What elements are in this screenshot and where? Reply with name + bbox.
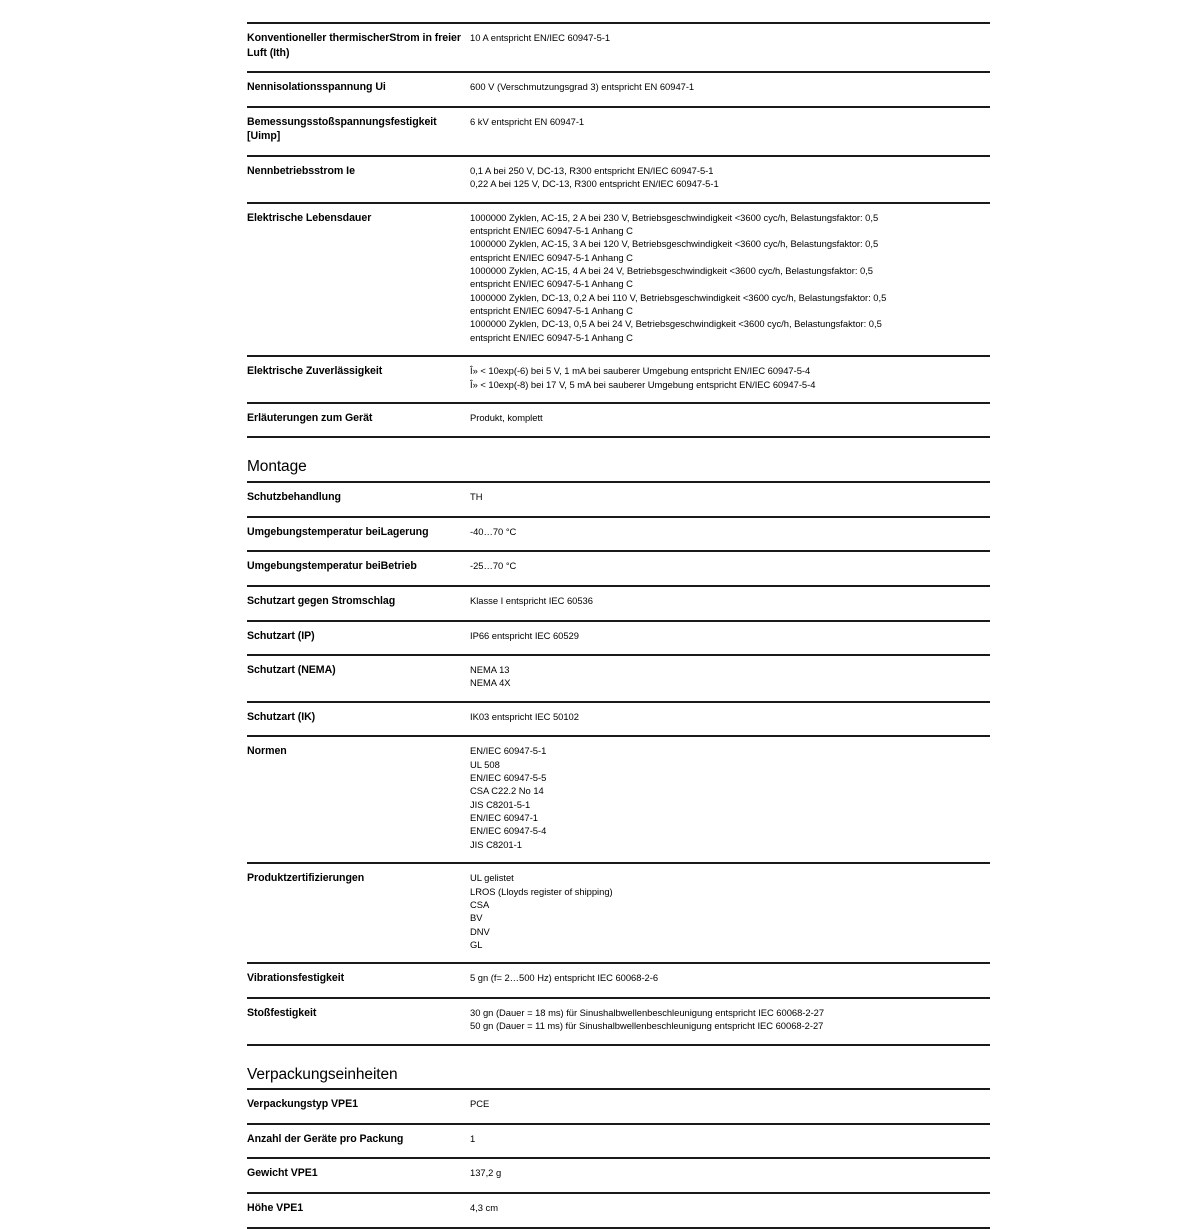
spec-label [247, 156, 470, 203]
spec-label-line: Nennbetriebsstrom Ie [247, 165, 355, 178]
spec-label-line: Erläuterungen zum Gerät [247, 411, 373, 424]
spec-label [247, 863, 470, 963]
section-heading-montage: Montage [247, 458, 307, 476]
spec-value [470, 655, 990, 702]
spec-label [247, 107, 470, 156]
table-row [247, 863, 990, 963]
spec-value [470, 998, 990, 1045]
spec-value-line: 50 gn (Dauer = 11 ms) für Sinushalbwellenbeschleunigung entspricht IEC 60068-2-27 [470, 1020, 824, 1032]
spec-label [247, 963, 470, 998]
spec-label-line: Elektrische Zuverlässigkeit [247, 365, 383, 378]
table-row [247, 1158, 990, 1193]
table-row [247, 655, 990, 702]
spec-value [470, 621, 990, 656]
spec-value-line: DNV [470, 925, 490, 937]
spec-value-line: 5 gn (f= 2…500 Hz) entspricht IEC 60068-2-6 [470, 972, 659, 984]
spec-value-line: 600 V (Verschmutzungsgrad 3) entspricht EN 60947-1 [470, 81, 695, 93]
spec-value-line: 30 gn (Dauer = 18 ms) für Sinushalbwellenbeschleunigung entspricht IEC 60068-2-27 [470, 1006, 825, 1018]
spec-label-line: Schutzart (IK) [247, 710, 316, 723]
table-row [247, 203, 990, 356]
spec-value-line: entspricht EN/IEC 60947-5-1 Anhang C [470, 225, 633, 237]
spec-label-line: Bemessungsstoßspannungsfestigkeit [247, 115, 437, 128]
spec-value-line: UL gelistet [470, 872, 514, 884]
spec-value-line: PCE [470, 1098, 490, 1110]
spec-table-electrical-continued [247, 22, 990, 438]
spec-value-line: -40…70 °C [470, 525, 517, 537]
spec-label-line: Schutzart (NEMA) [247, 664, 336, 677]
spec-value [470, 356, 990, 403]
spec-value [470, 963, 990, 998]
spec-label-line: Betrieb [380, 560, 417, 573]
spec-value-line: entspricht EN/IEC 60947-5-1 Anhang C [470, 331, 633, 343]
table-row [247, 702, 990, 737]
spec-label-line: Stoßfestigkeit [247, 1006, 317, 1019]
spec-label [247, 482, 470, 517]
spec-value [470, 203, 990, 356]
spec-value-line: BV [470, 912, 483, 924]
spec-value-line: NEMA 13 [470, 664, 510, 676]
spec-value [470, 702, 990, 737]
table-row [247, 551, 990, 586]
table-row [247, 998, 990, 1045]
spec-value [470, 863, 990, 963]
spec-label-line: Produktzertifizierungen [247, 872, 365, 885]
spec-value-line: UL 508 [470, 758, 500, 770]
spec-value-line: 1000000 Zyklen, AC-15, 2 A bei 230 V, Betriebsgeschwindigkeit <3600 cyc/h, Belastungsfaktor: 0,5 [470, 211, 879, 223]
spec-value [470, 482, 990, 517]
table-row [247, 156, 990, 203]
spec-label [247, 586, 470, 621]
spec-value-line: 1000000 Zyklen, DC-13, 0,5 A bei 24 V, Betriebsgeschwindigkeit <3600 cyc/h, Belastungsfaktor: 0,5 [470, 318, 882, 330]
spec-label [247, 517, 470, 552]
spec-label-line: Nennisolationsspannung Ui [247, 81, 386, 94]
spec-label-line: Umgebungstemperatur bei [247, 560, 381, 573]
spec-label [247, 1193, 470, 1228]
spec-table-verpackungseinheiten [247, 1088, 990, 1228]
spec-value-line: 137,2 g [470, 1167, 502, 1179]
spec-label-line: Elektrische Lebensdauer [247, 211, 372, 224]
spec-value [470, 156, 990, 203]
spec-label-line: Schutzbehandlung [247, 491, 341, 504]
spec-value [470, 403, 990, 438]
table-row [247, 23, 990, 72]
spec-label [247, 1158, 470, 1193]
spec-label [247, 203, 470, 356]
spec-value [470, 551, 990, 586]
spec-value [470, 1124, 990, 1159]
spec-label-line: Gewicht VPE1 [247, 1167, 318, 1180]
table-row [247, 1124, 990, 1159]
spec-value-line: JIS C8201-1 [470, 838, 522, 850]
spec-value-line: entspricht EN/IEC 60947-5-1 Anhang C [470, 305, 633, 317]
spec-label [247, 1124, 470, 1159]
spec-label-line: Schutzart (IP) [247, 629, 315, 642]
table-row [247, 621, 990, 656]
spec-value [470, 1158, 990, 1193]
datasheet-content [247, 0, 990, 1229]
spec-value-line: 0,1 A bei 250 V, DC-13, R300 entspricht EN/IEC 60947-5-1 [470, 165, 714, 177]
spec-value [470, 586, 990, 621]
spec-value-line: EN/IEC 60947-5-5 [470, 772, 547, 784]
spec-label-line: Konventioneller thermischer [247, 32, 390, 44]
spec-value [470, 23, 990, 72]
table-row [247, 72, 990, 107]
spec-label [247, 1089, 470, 1124]
spec-label [247, 551, 470, 586]
spec-value-line: IK03 entspricht IEC 50102 [470, 710, 579, 722]
spec-value-line: CSA C22.2 No 14 [470, 785, 544, 797]
spec-label [247, 736, 470, 863]
spec-value-line: GL [470, 938, 483, 950]
table-row [247, 403, 990, 438]
spec-label-line: Umgebungstemperatur bei [247, 525, 381, 538]
spec-value-line: 0,22 A bei 125 V, DC-13, R300 entspricht EN/IEC 60947-5-1 [470, 178, 719, 190]
table-row [247, 1089, 990, 1124]
spec-label-line: Normen [247, 745, 287, 758]
section-heading-verpackungseinheiten: Verpackungseinheiten [247, 1065, 398, 1083]
table-row [247, 356, 990, 403]
spec-value-line: JIS C8201-5-1 [470, 798, 531, 810]
table-row [247, 586, 990, 621]
spec-value-line: Klasse I entspricht IEC 60536 [470, 594, 593, 606]
spec-value-line: 1000000 Zyklen, DC-13, 0,2 A bei 110 V, Betriebsgeschwindigkeit <3600 cyc/h, Belastungsfaktor: 0,5 [470, 291, 887, 303]
spec-value-line: IP66 entspricht IEC 60529 [470, 629, 579, 641]
spec-label-line: Strom in freier Luft (Ith) [247, 32, 461, 59]
spec-label-line: Höhe VPE1 [247, 1201, 304, 1214]
spec-value-line: 10 A entspricht EN/IEC 60947-5-1 [470, 32, 611, 43]
spec-value-line: EN/IEC 60947-5-1 [470, 745, 547, 757]
spec-value-line: 6 kV entspricht EN 60947-1 [470, 115, 585, 127]
spec-label-line: Anzahl der Geräte pro Packung [247, 1132, 404, 1145]
spec-label-line: Verpackungstyp VPE1 [247, 1098, 358, 1111]
spec-value [470, 517, 990, 552]
spec-value-line: Î» < 10exp(-6) bei 5 V, 1 mA bei sauberer Umgebung entspricht EN/IEC 60947-5-4 [470, 365, 811, 377]
spec-table-montage [247, 481, 990, 1045]
spec-value-line: TH [470, 491, 483, 503]
spec-label [247, 356, 470, 403]
spec-value-line: LROS (Lloyds register of shipping) [470, 885, 613, 897]
spec-value [470, 1089, 990, 1124]
spec-label-line: Schutzart gegen Stromschlag [247, 594, 396, 607]
spec-value [470, 72, 990, 107]
table-row [247, 963, 990, 998]
table-row [247, 517, 990, 552]
spec-label-line: [Uimp] [247, 130, 281, 143]
spec-label [247, 702, 470, 737]
table-row [247, 1193, 990, 1228]
table-row [247, 107, 990, 156]
spec-value-line: CSA [470, 898, 490, 910]
spec-label [247, 998, 470, 1045]
spec-value-line: entspricht EN/IEC 60947-5-1 Anhang C [470, 251, 633, 263]
spec-value-line: 1000000 Zyklen, AC-15, 3 A bei 120 V, Betriebsgeschwindigkeit <3600 cyc/h, Belastungsfaktor: 0,5 [470, 238, 879, 250]
spec-label-line: Vibrationsfestigkeit [247, 972, 345, 985]
spec-value [470, 107, 990, 156]
spec-value-line: 4,3 cm [470, 1201, 499, 1213]
top-spacer [247, 0, 990, 22]
spec-value [470, 1193, 990, 1228]
spec-value-line: 1 [470, 1132, 476, 1144]
spec-value [470, 736, 990, 863]
spec-value-line: Produkt, komplett [470, 411, 543, 423]
table-row [247, 482, 990, 517]
spec-value-line: Î» < 10exp(-8) bei 17 V, 5 mA bei sauberer Umgebung entspricht EN/IEC 60947-5-4 [470, 378, 816, 390]
spec-value-line: EN/IEC 60947-1 [470, 812, 538, 824]
spec-value-line: NEMA 4X [470, 677, 511, 689]
spec-label [247, 403, 470, 438]
table-row [247, 736, 990, 863]
spec-label [247, 655, 470, 702]
spec-label [247, 72, 470, 107]
spec-label [247, 621, 470, 656]
spec-label-line: Lagerung [380, 525, 429, 538]
spec-value-line: -25…70 °C [470, 560, 517, 572]
spec-value-line: entspricht EN/IEC 60947-5-1 Anhang C [470, 278, 633, 290]
spec-value-line: 1000000 Zyklen, AC-15, 4 A bei 24 V, Betriebsgeschwindigkeit <3600 cyc/h, Belastungsfaktor: 0,5 [470, 265, 873, 277]
spec-value-line: EN/IEC 60947-5-4 [470, 825, 547, 837]
spec-label [247, 23, 470, 72]
